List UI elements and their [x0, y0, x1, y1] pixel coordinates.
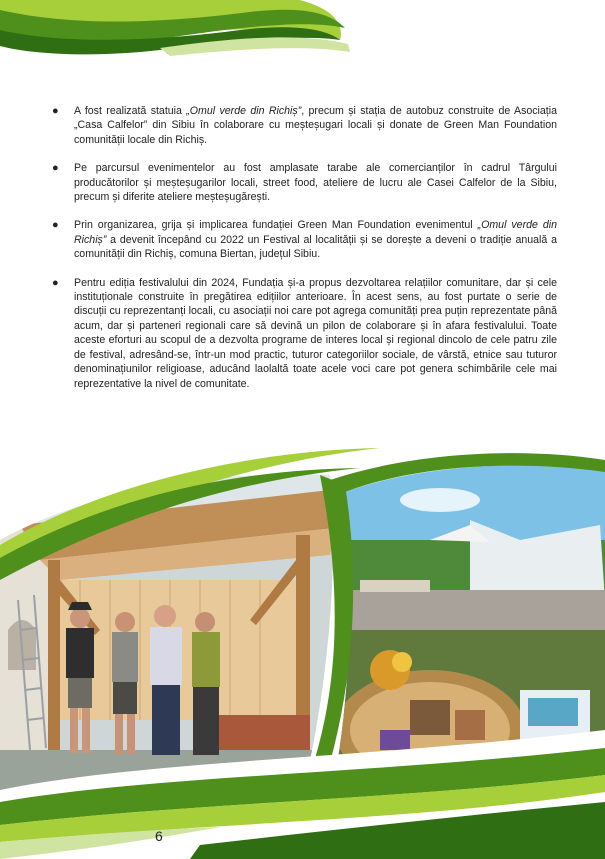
list-item	[52, 276, 557, 391]
list-item	[52, 218, 557, 261]
bullet-text: Pe parcursul evenimentelor au fost amplasate tarabe ale comercianților în cadrul Târgului producătorilor și meșteșugarilor locali, street food, ateliere de lucru ale Casei Calfelor de la Sibiu, precum și diferite ateliere meșteșugărești.	[74, 162, 557, 204]
page-number: 6	[155, 828, 163, 844]
bullet-text-italic: „Omul verde din Richiș”	[186, 105, 302, 117]
bullet-dot: ●	[52, 276, 59, 289]
bullet-list	[52, 104, 557, 405]
top-green-swoosh-decoration	[0, 0, 605, 70]
bullet-dot: ●	[52, 219, 59, 232]
bullet-text: A fost realizată statuia	[74, 105, 187, 117]
list-item	[52, 161, 557, 204]
bullet-dot: ●	[52, 162, 59, 175]
bullet-dot: ●	[52, 105, 59, 117]
bullet-text: Pentru ediția festivalului din 2024, Fundația și-a propus dezvoltarea relațiilor comunitare, dar și cele instituționale construite în pregătirea edițiilor anterioare. În acest sens, au fost purtate o serie de discuții cu reprezentanți locali, cu asociații noi care pot agrega comunități prea puțin reprezentate până acum, dar și parteneri regionali care să devină un pilon de colaborare și în afara festivalului. Toate aceste eforturi au scopul de a dezvolta programe de interes local și regional dincolo de cele patru zile de festival, adresând-se, într-un mod practic, tuturor categoriilor sociale, de vârstă, etnice sau tuturor denominațiunilor religioase, aducând laolaltă toate acele voci care pot genera schimbările cele mai reprezentative la nivel de comunitate.	[74, 276, 557, 390]
bullet-text: a devenit începând cu 2022 un Festival al localității și se dorește a deveni o tradiție anuală a comunității din Richiș, comuna Biertan, județul Sibiu.	[74, 233, 557, 261]
bullet-text-italic: „Omul verde din Richiș”	[74, 219, 557, 246]
bullet-text: Prin organizarea, grija și implicarea fundației Green Man Foundation evenimentul	[74, 219, 478, 232]
photo-collage	[0, 430, 605, 859]
list-item	[52, 104, 557, 147]
bullet-text: , precum și stația de autobuz construite de Asociația „Casa Calfelor” din Sibiu în colaborare cu meșteșugari locali și donate de Green Man Foundation comunității locale din Richiș.	[74, 105, 557, 146]
